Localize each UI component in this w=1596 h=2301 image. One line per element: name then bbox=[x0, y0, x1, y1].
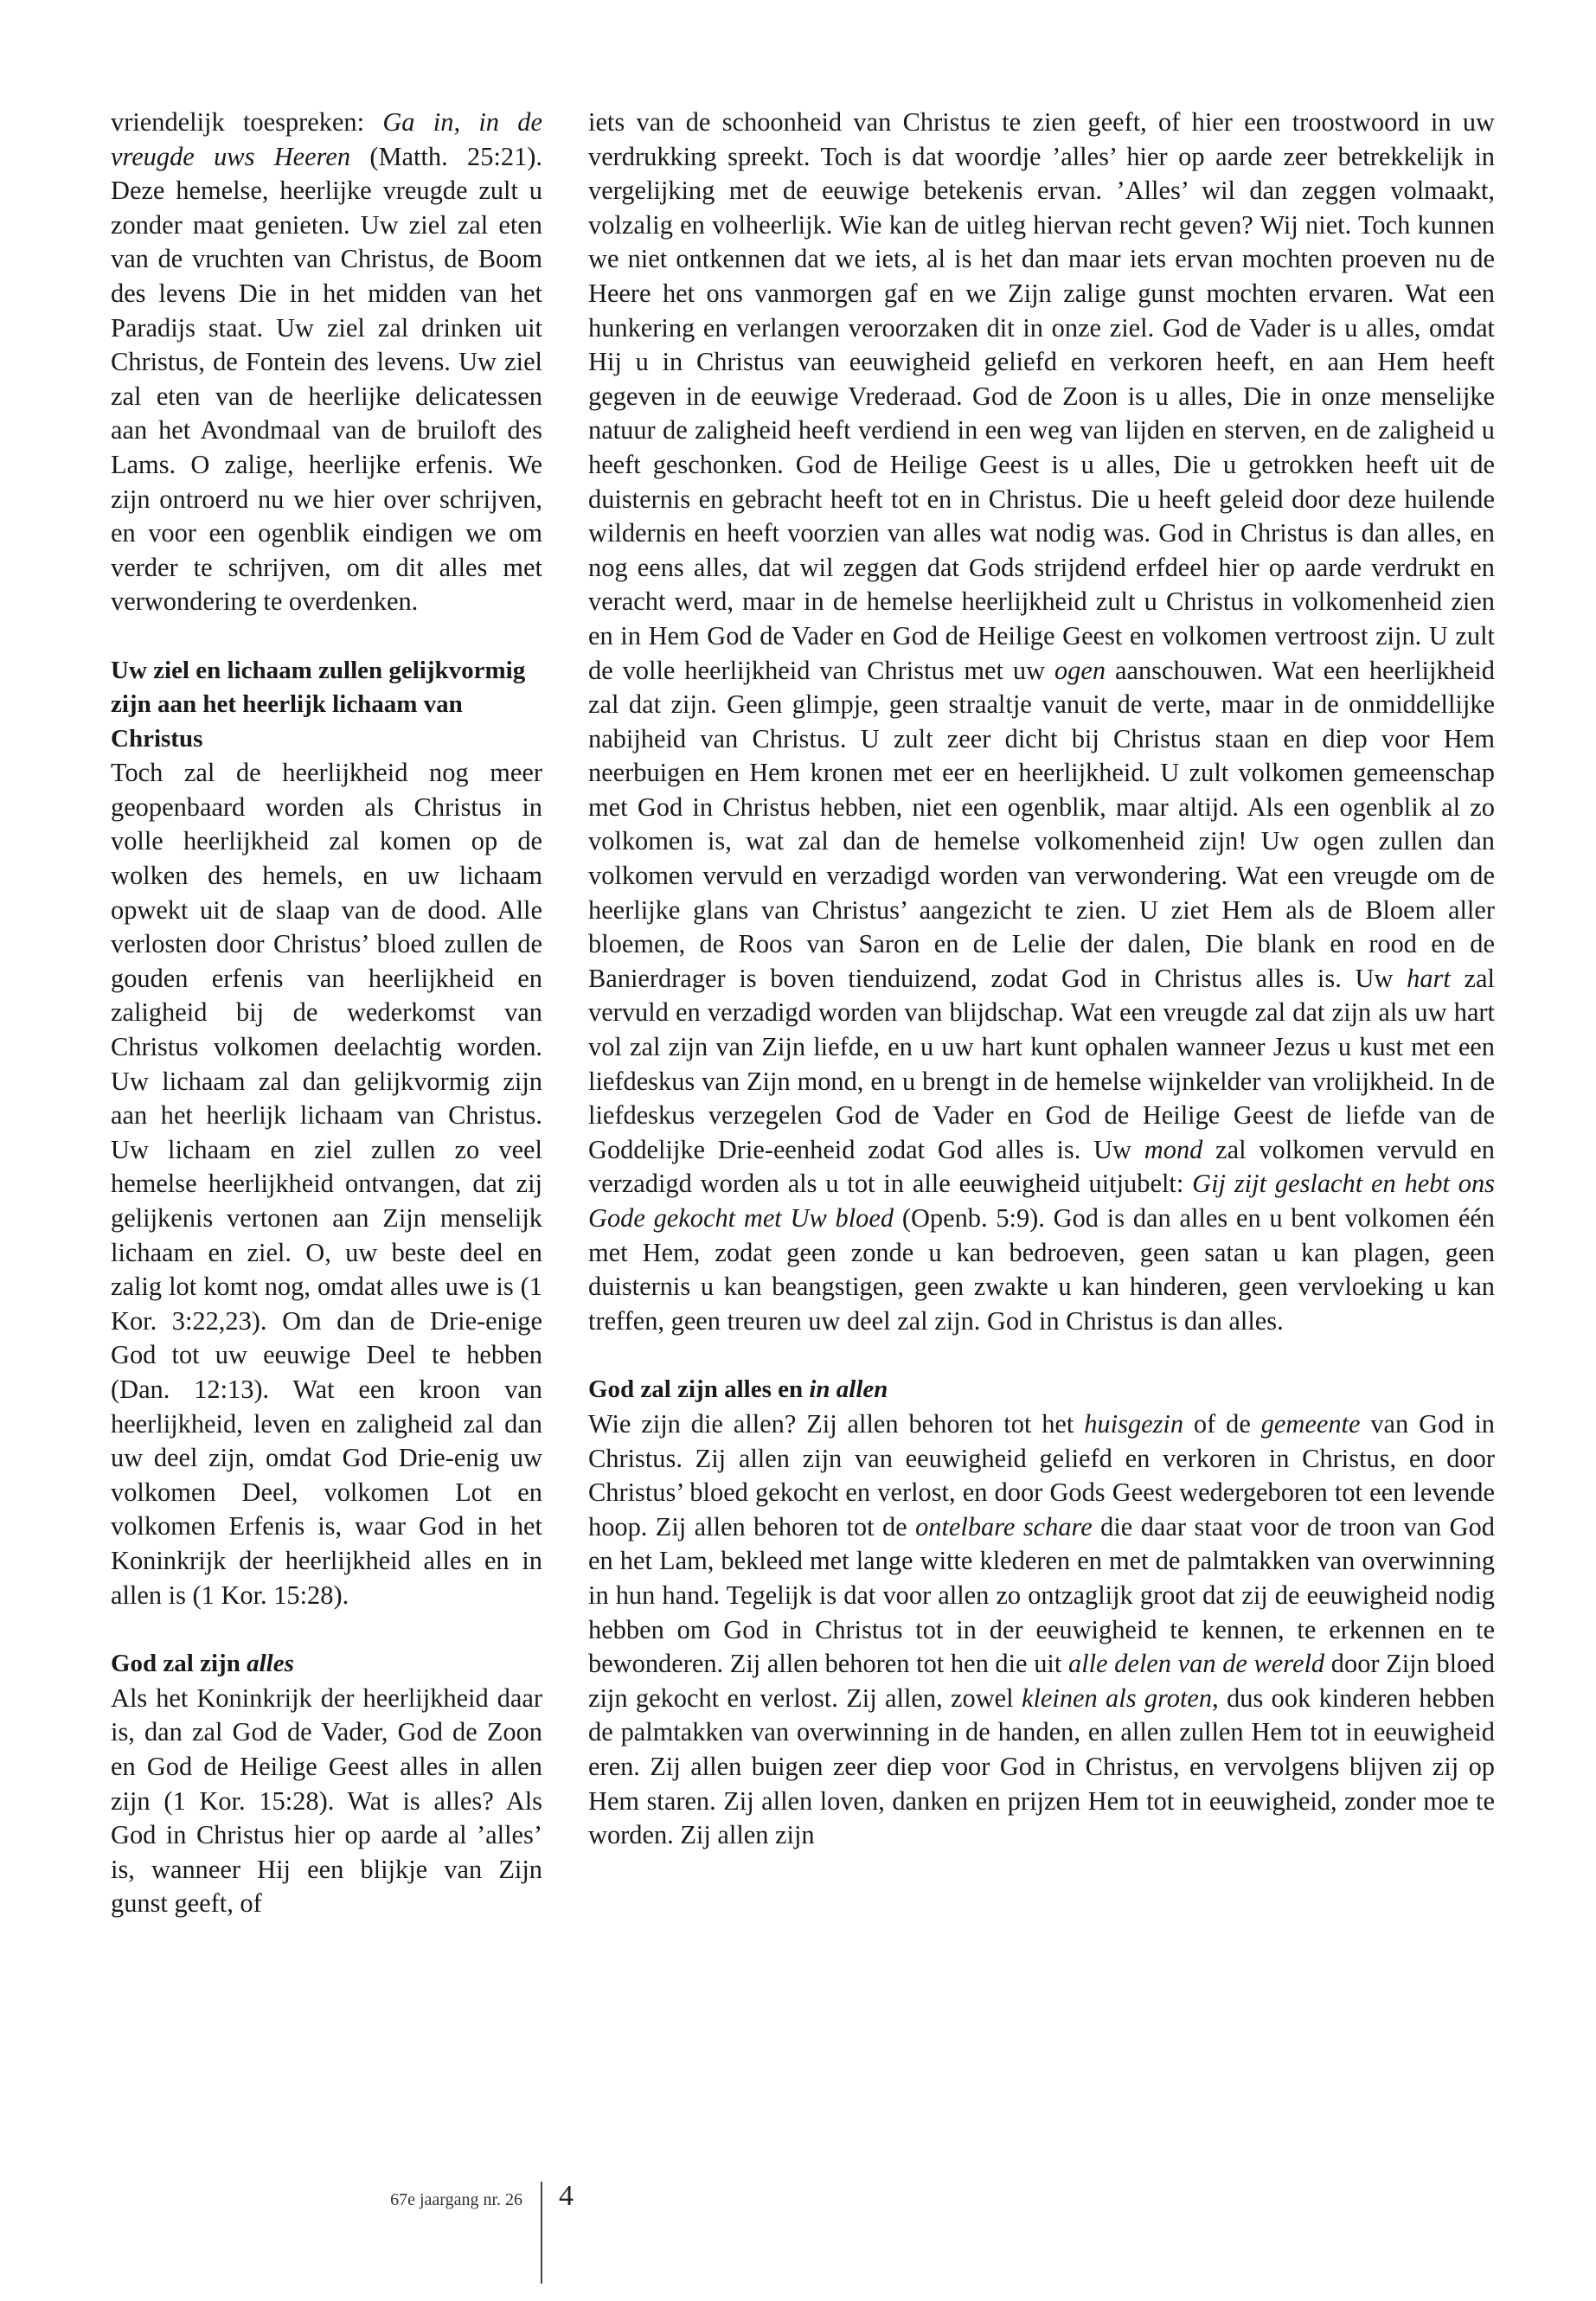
left-paragraph-3: Als het Koninkrijk der heerlijkheid daar is, dan zal God de Vader, God de Zoon en God de Heilige Geest alles in allen zijn (1 Kor. 15:28). Wat is alles? Als God in Christus hier op aarde al ’alles’ is, wanneer Hij een blijkje van Zijn gunst geeft, of bbox=[111, 1682, 542, 1919]
left-column bbox=[111, 106, 542, 1921]
section-heading-1: Uw ziel en lichaam zullen gelijkvormig zijn aan het heerlijk lichaam van Christus bbox=[111, 656, 526, 753]
footer-divider bbox=[541, 2182, 542, 2284]
right-column bbox=[588, 106, 1495, 1853]
right-paragraph-2: Wie zijn die allen? Zij allen behoren tot het huisgezin of de gemeente van God in Christus. Zij allen zijn van eeuwigheid geliefd en verkoren in Christus, en door Christus’ bloed gekocht en verlost, en door Gods Geest wedergeboren tot een levende hoop. Zij allen behoren tot de ontelbare schare die daar staat voor de troon van God en het Lam, bekleed met lange witte klederen en met de palmtakken van overwinning in hun hand. Tegelijk is dat voor allen zo ontzaglijk groot dat zij de eeuwigheid nodig hebben om God in Christus tot in der eeuwigheid te kennen, te erkennen en te bewonderen. Zij allen behoren tot hen die uit alle delen van de wereld door Zijn bloed zijn gekocht en verlost. Zij allen, zowel kleinen als groten, dus ook kinderen hebben de palmtakken van overwinning in de handen, en allen zullen Hem tot in eeuwigheid eren. Zij allen buigen zeer diep voor God in Christus, en vervolgens blijven zij op Hem staren. Zij allen loven, danken en prijzen Hem tot in eeuwigheid, zonder moe te worden. Zij allen zijn bbox=[588, 1408, 1496, 1850]
left-paragraph-1: vriendelijk toespreken: Ga in, in de vreugde uws Heeren (Matth. 25:21). Deze hemelse, heerlijke vreugde zult u zonder maat genieten. Uw ziel zal eten van de vruchten van Christus, de Boom des levens Die in het midden van het Paradijs staat. Uw ziel zal drinken uit Christus, de Fontein des levens. Uw ziel zal eten van de heerlijke delicatessen aan het Avondmaal van de bruiloft des Lams. O zalige, heerlijke erfenis. We zijn ontroerd nu we hier over schrijven, en voor een ogenblik eindigen we om verder te schrijven, om dit alles met verwondering te overdenken. bbox=[111, 107, 542, 617]
left-paragraph-2: Toch zal de heerlijkheid nog meer geopenbaard worden als Christus in volle heerlijkheid zal komen op de wolken des hemels, en uw lichaam opwekt uit de slaap van de dood. Alle verlosten door Christus’ bloed zullen de gouden erfenis van heerlijkheid en zaligheid bij de wederkomst van Christus volkomen deelachtig worden. Uw lichaam zal dan gelijkvormig zijn aan het heerlijk lichaam van Christus. Uw lichaam en ziel zullen zo veel hemelse heerlijkheid ontvangen, dat zij gelijkenis vertonen aan Zijn menselijk lichaam en ziel. O, uw beste deel en zalig lot komt nog, omdat alles uwe is (1 Kor. 3:22,23). Om dan de Drie-enige God tot uw eeuwige Deel te hebben (Dan. 12:13). Wat een kroon van heerlijkheid, leven en zaligheid zal dan uw deel zijn, omdat God Drie-enig uw volkomen Deel, volkomen Lot en volkomen Erfenis is, waar God in het Koninkrijk der heerlijkheid alles en in allen is (1 Kor. 15:28). bbox=[111, 758, 542, 1610]
right-paragraph-1: iets van de schoonheid van Christus te zien geeft, of hier een troostwoord in uw verdrukking spreekt. Toch is dat woordje ’alles’ hier op aarde zeer betrekkelijk in vergelijking met de eeuwige betekenis ervan. ’Alles’ wil dan zeggen volmaakt, volzalig en volheerlijk. Wie kan de uitleg hiervan recht geven? Wij niet. Toch kunnen we niet ontkennen dat we iets, al is het dan maar iets ervan mochten proeven nu de Heere het ons vanmorgen gaf en we Zijn zalige gunst mochten ervaren. Wat een hunkering en verlangen veroorzaken dit in onze ziel. God de Vader is u alles, omdat Hij u in Christus van eeuwigheid geliefd en verkoren heeft, en aan Hem heeft gegeven in de eeuwige Vrederaad. God de Zoon is u alles, Die in onze menselijke natuur de zaligheid heeft verdiend in een weg van lijden en sterven, en de zaligheid u heeft geschonken. God de Heilige Geest is u alles, Die u getrokken heeft uit de duisternis en gebracht heeft tot en in Christus. Die u heeft geleid door deze huilende wildernis en heeft voorzien van alles wat nodig was. God in Christus is dan alles, en nog eens alles, dat wil zeggen dat Gods strijdend erfdeel hier op aarde verdrukt en veracht werd, maar in de hemelse heerlijkheid zult u Christus in volkomenheid zien en in Hem God de Vader en God de Heilige Geest en volkomen vertroost zijn. U zult de volle heerlijkheid van Christus met uw ogen aanschouwen. Wat een heerlijkheid zal dat zijn. Geen glimpje, geen straaltje vanuit de verte, maar in de onmiddellijke nabijheid van Christus. U zult zeer dicht bij Christus staan en diep voor Hem neerbuigen en Hem kronen met eer en heerlijkheid. U zult volkomen gemeenschap met God in Christus hebben, niet een ogenblik, maar altijd. Als een ogenblik al zo volkomen is, wat zal dan de hemelse volkomenheid zijn! Uw ogen zullen dan volkomen vervuld en verzadigd worden van verwondering. Wat een vreugde om de heerlijke glans van Christus’ aangezicht te zien. U ziet Hem als de Bloem aller bloemen, de Roos van Saron en de Lelie der dalen, Die blank en rood en de Banierdrager is boven tienduizend, zodat God in Christus alles is. Uw hart zal vervuld en verzadigd worden van blijdschap. Wat een vreugde zal dat zijn als uw hart vol zal zijn van Zijn liefde, en u uw hart kunt ophalen wanneer Jezus u kust met een liefdeskus van Zijn mond, en u brengt in de hemelse wijnkelder van vrolijkheid. In de liefdeskus verzegelen God de Vader en God de Heilige Geest de liefde van de Goddelijke Drie-eenheid zodat God alles is. Uw mond zal volkomen vervuld en verzadigd worden als u tot in alle eeuwigheid uitjubelt: Gij zijt geslacht en hebt ons Gode gekocht met Uw bloed (Openb. 5:9). God is dan alles en u bent volkomen één met Hem, zodat geen zonde u kan bedroeven, geen satan u kan plagen, geen duisternis u kan beangstigen, geen zwakte u kan hinderen, geen vervloeking u kan treffen, geen treuren uw deel zal zijn. God in Christus is dan alles. bbox=[588, 107, 1495, 1336]
section-heading-3: God zal zijn alles en in allen bbox=[588, 1375, 888, 1404]
italic-quote: Ga in, in de vreugde uws Heeren bbox=[111, 107, 542, 171]
footer-issue: 67e jaargang nr. 26 bbox=[390, 2190, 522, 2209]
italic-quote: Gij zijt geslacht en hebt ons Gode gekocht met Uw bloed bbox=[588, 1169, 1495, 1233]
page-number: 4 bbox=[559, 2180, 574, 2212]
section-heading-2: God zal zijn alles bbox=[111, 1650, 294, 1678]
